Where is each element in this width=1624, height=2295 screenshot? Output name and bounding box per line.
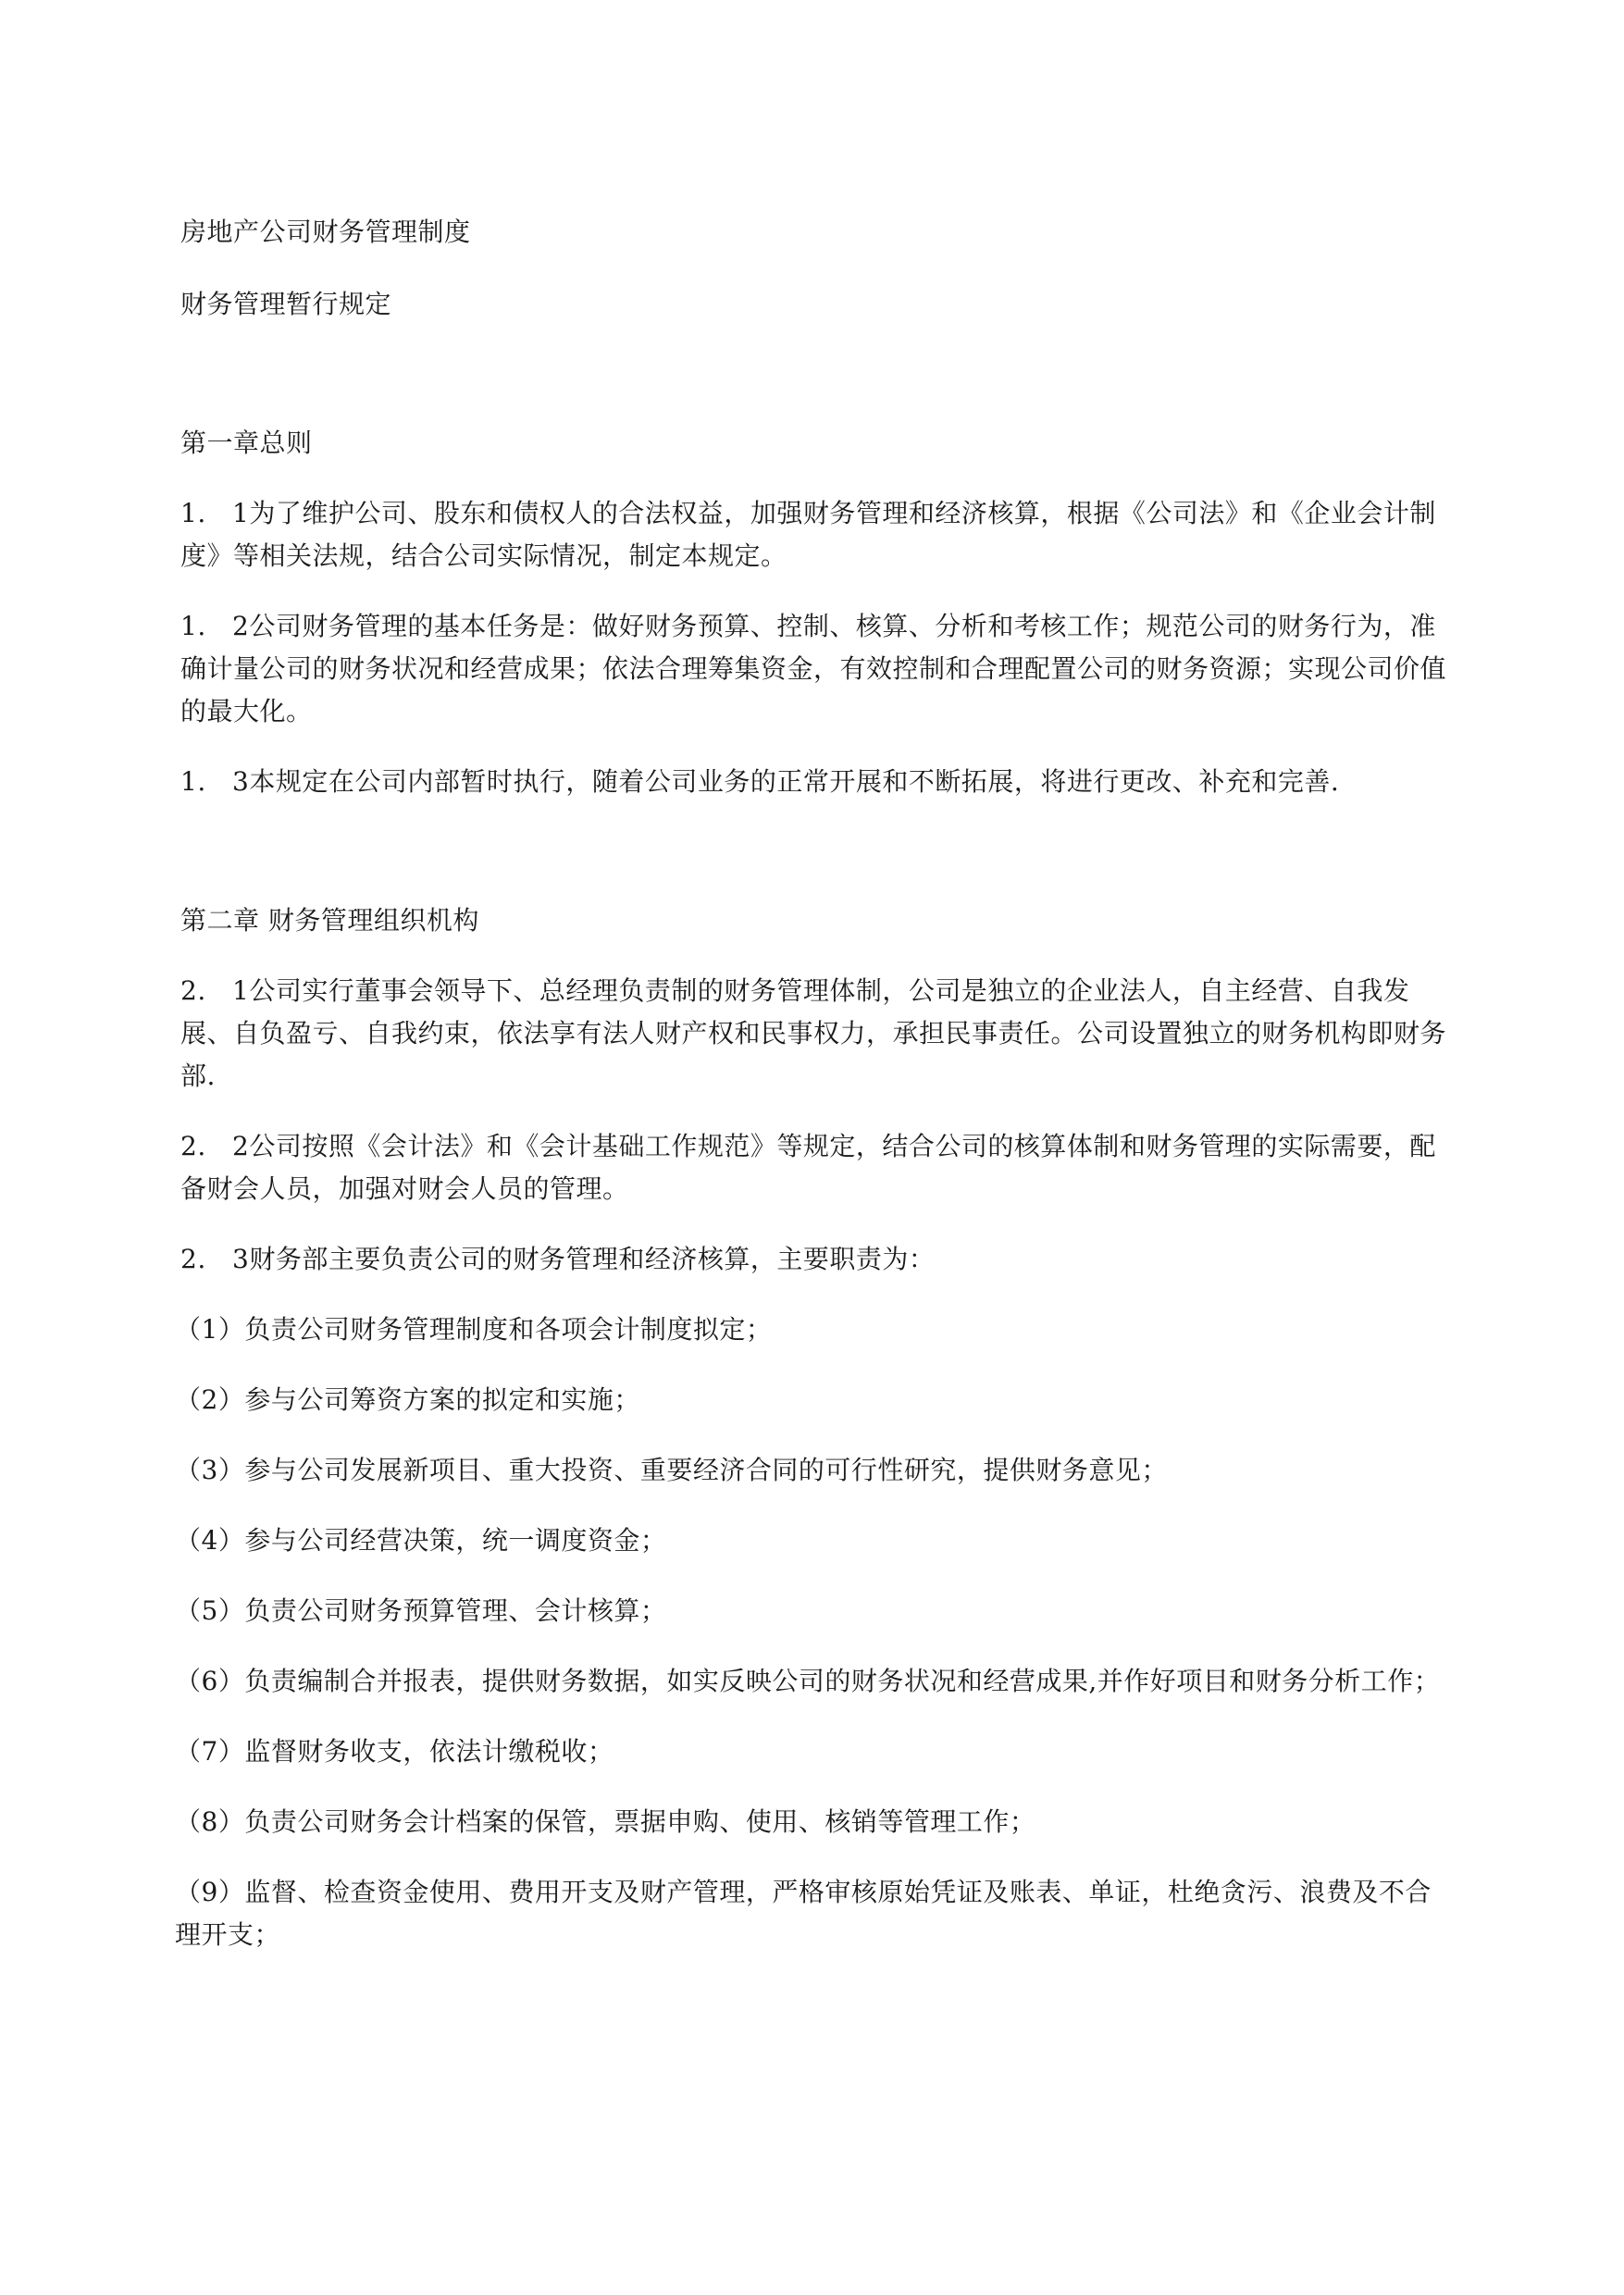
paragraph-number: 1. — [180, 498, 206, 528]
duty-item-8: （8）负责公司财务会计档案的保管，票据申购、使用、核销等管理工作； — [175, 1806, 1036, 1837]
document-page — [175, 211, 1456, 1984]
paragraph-text: 2公司财务管理的基本任务是：做好财务预算、控制、核算、分析和考核工作；规范公司的财务行为，准确计量公司的财务状况和经营成果；依法合理筹集资金，有效控制和合理配置公司的财务资源；实现公司价值的最大化。 — [180, 611, 1447, 726]
duty-item-5: （5）负责公司财务预算管理、会计核算； — [175, 1595, 667, 1626]
paragraph-1-2 — [180, 605, 1456, 733]
chapter-heading-1: 第一章总则 — [180, 428, 313, 458]
duty-item-9: （9）监督、检查资金使用、费用开支及财产管理，严格审核原始凭证及账表、单证，杜绝贪污、浪费及不合理开支； — [175, 1877, 1432, 1950]
paragraph-1-1 — [180, 492, 1456, 577]
paragraph-number: 2. — [180, 975, 206, 1006]
paragraph-text: 3财务部主要负责公司的财务管理和经济核算，主要职责为： — [232, 1244, 936, 1274]
paragraph-number: 2. — [180, 1131, 206, 1161]
duty-item-1: （1）负责公司财务管理制度和各项会计制度拟定； — [175, 1314, 773, 1345]
paragraph-2-2 — [180, 1125, 1456, 1210]
paragraph-text: 1为了维护公司、股东和债权人的合法权益，加强财务管理和经济核算，根据《公司法》和《企业会计制度》等相关法规，结合公司实际情况，制定本规定。 — [180, 498, 1436, 571]
paragraph-number: 1. — [180, 611, 206, 641]
document-subtitle: 财务管理暂行规定 — [180, 289, 392, 319]
paragraph-text: 3本规定在公司内部暂时执行，随着公司业务的正常开展和不断拓展，将进行更改、补充和完善. — [232, 766, 1340, 797]
paragraph-2-3 — [180, 1238, 1456, 1281]
chapter-heading-2: 第二章 财务管理组织机构 — [180, 905, 479, 936]
duty-item-7: （7）监督财务收支，依法计缴税收； — [175, 1736, 614, 1767]
paragraph-text: 1公司实行董事会领导下、总经理负责制的财务管理体制，公司是独立的企业法人，自主经营、自我发展、自负盈亏、自我约束，依法享有法人财产权和民事权力，承担民事责任。公司设置独立的财务机构即财务部. — [180, 975, 1447, 1091]
duty-item-3: （3）参与公司发展新项目、重大投资、重要经济合同的可行性研究，提供财务意见； — [175, 1455, 1168, 1485]
duty-item-4: （4）参与公司经营决策，统一调度资金； — [175, 1525, 667, 1556]
duty-item-2: （2）参与公司筹资方案的拟定和实施； — [175, 1384, 640, 1415]
paragraph-number: 2. — [180, 1244, 206, 1274]
document-title: 房地产公司财务管理制度 — [180, 217, 471, 247]
paragraph-2-1 — [180, 970, 1456, 1098]
paragraph-text: 2公司按照《会计法》和《会计基础工作规范》等规定，结合公司的核算体制和财务管理的实际需要，配备财会人员，加强对财会人员的管理。 — [180, 1131, 1436, 1204]
paragraph-number: 1. — [180, 766, 206, 797]
paragraph-1-3 — [180, 761, 1456, 803]
duty-item-6: （6）负责编制合并报表，提供财务数据，如实反映公司的财务状况和经营成果,并作好项目和财务分析工作； — [175, 1666, 1441, 1696]
